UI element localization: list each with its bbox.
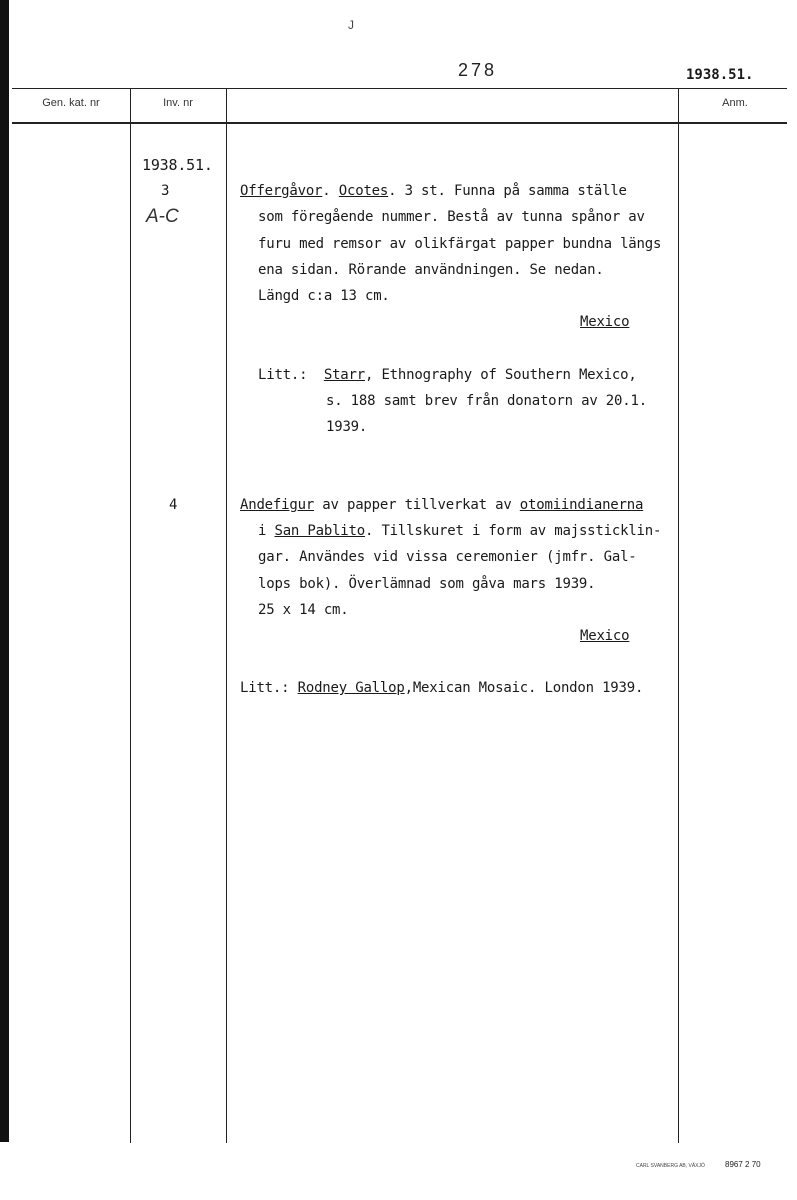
entry-line: lops bok). Överlämnad som gåva mars 1939. [258, 576, 596, 592]
column-divider-3 [678, 88, 679, 1143]
entry-first-line-rest: . 3 st. Funna på samma ställe [388, 183, 627, 199]
entry-name: Ocotes [338, 183, 389, 199]
litt-line: 1939. [326, 419, 368, 435]
entry-title-separator: . [322, 183, 339, 199]
entry-place: Mexico [580, 628, 630, 644]
header-top-rule [12, 88, 787, 89]
record-number: 1938.51. [686, 67, 754, 83]
column-divider-1 [130, 88, 131, 1143]
page-number: 278 [458, 60, 498, 80]
litt-author: Starr [323, 367, 365, 383]
entry-number: 4 [169, 497, 178, 513]
entry-group-number: 1938.51. [142, 156, 213, 174]
entry-line: ena sidan. Rörande användningen. Se nedan. [258, 262, 604, 278]
column-divider-2 [226, 88, 227, 1143]
column-header-gen-kat: Gen. kat. nr [42, 97, 100, 109]
entry-first-line [240, 183, 627, 199]
entry-line: Längd c:a 13 cm. [258, 288, 390, 304]
entry-number: 3 [161, 183, 170, 199]
entry-line: furu med remsor av olikfärgat papper bundna längs [258, 236, 662, 252]
entry-second-line [258, 523, 661, 539]
litt-first-line [258, 367, 637, 383]
entry-first-line-mid: av papper tillverkat av [314, 497, 520, 513]
litt-label: Litt.: [258, 367, 308, 383]
entry-tribe: otomiindianerna [519, 497, 644, 513]
entry-place: Mexico [580, 314, 630, 330]
column-header-inv: Inv. nr [163, 97, 193, 109]
litt-label: Litt.: [240, 680, 290, 696]
entry-line: gar. Användes vid vissa ceremonier (jmfr. Gal- [258, 549, 637, 565]
printer-imprint: CARL SVANBERG AB, VÄXJÖ [636, 1163, 705, 1169]
entry-first-line [240, 497, 643, 513]
litt-first-line-rest: , Ethnography of Southern Mexico, [365, 367, 637, 383]
entry-letters: A-C [146, 206, 179, 227]
entry-line: som föregående nummer. Bestå av tunna spånor av [258, 209, 645, 225]
form-code: 8967 2 70 [725, 1160, 761, 1169]
entry-second-line-prefix: i [258, 523, 275, 539]
header-bottom-rule [12, 122, 787, 124]
left-edge-bar [0, 0, 9, 1142]
column-header-anm: Anm. [722, 97, 748, 109]
entry-title: Andefigur [240, 497, 315, 513]
litt-line [240, 680, 643, 696]
litt-author: Rodney Gallop [297, 680, 405, 696]
litt-line: s. 188 samt brev från donatorn av 20.1. [326, 393, 647, 409]
entry-second-line-rest: . Tillskuret i form av majssticklin- [365, 523, 662, 539]
litt-rest: ,Mexican Mosaic. London 1939. [404, 680, 644, 696]
entry-line: 25 x 14 cm. [258, 602, 349, 618]
entry-title: Offergåvor [240, 183, 323, 199]
entry-location: San Pablito [274, 523, 365, 539]
top-mark: J [348, 18, 354, 32]
